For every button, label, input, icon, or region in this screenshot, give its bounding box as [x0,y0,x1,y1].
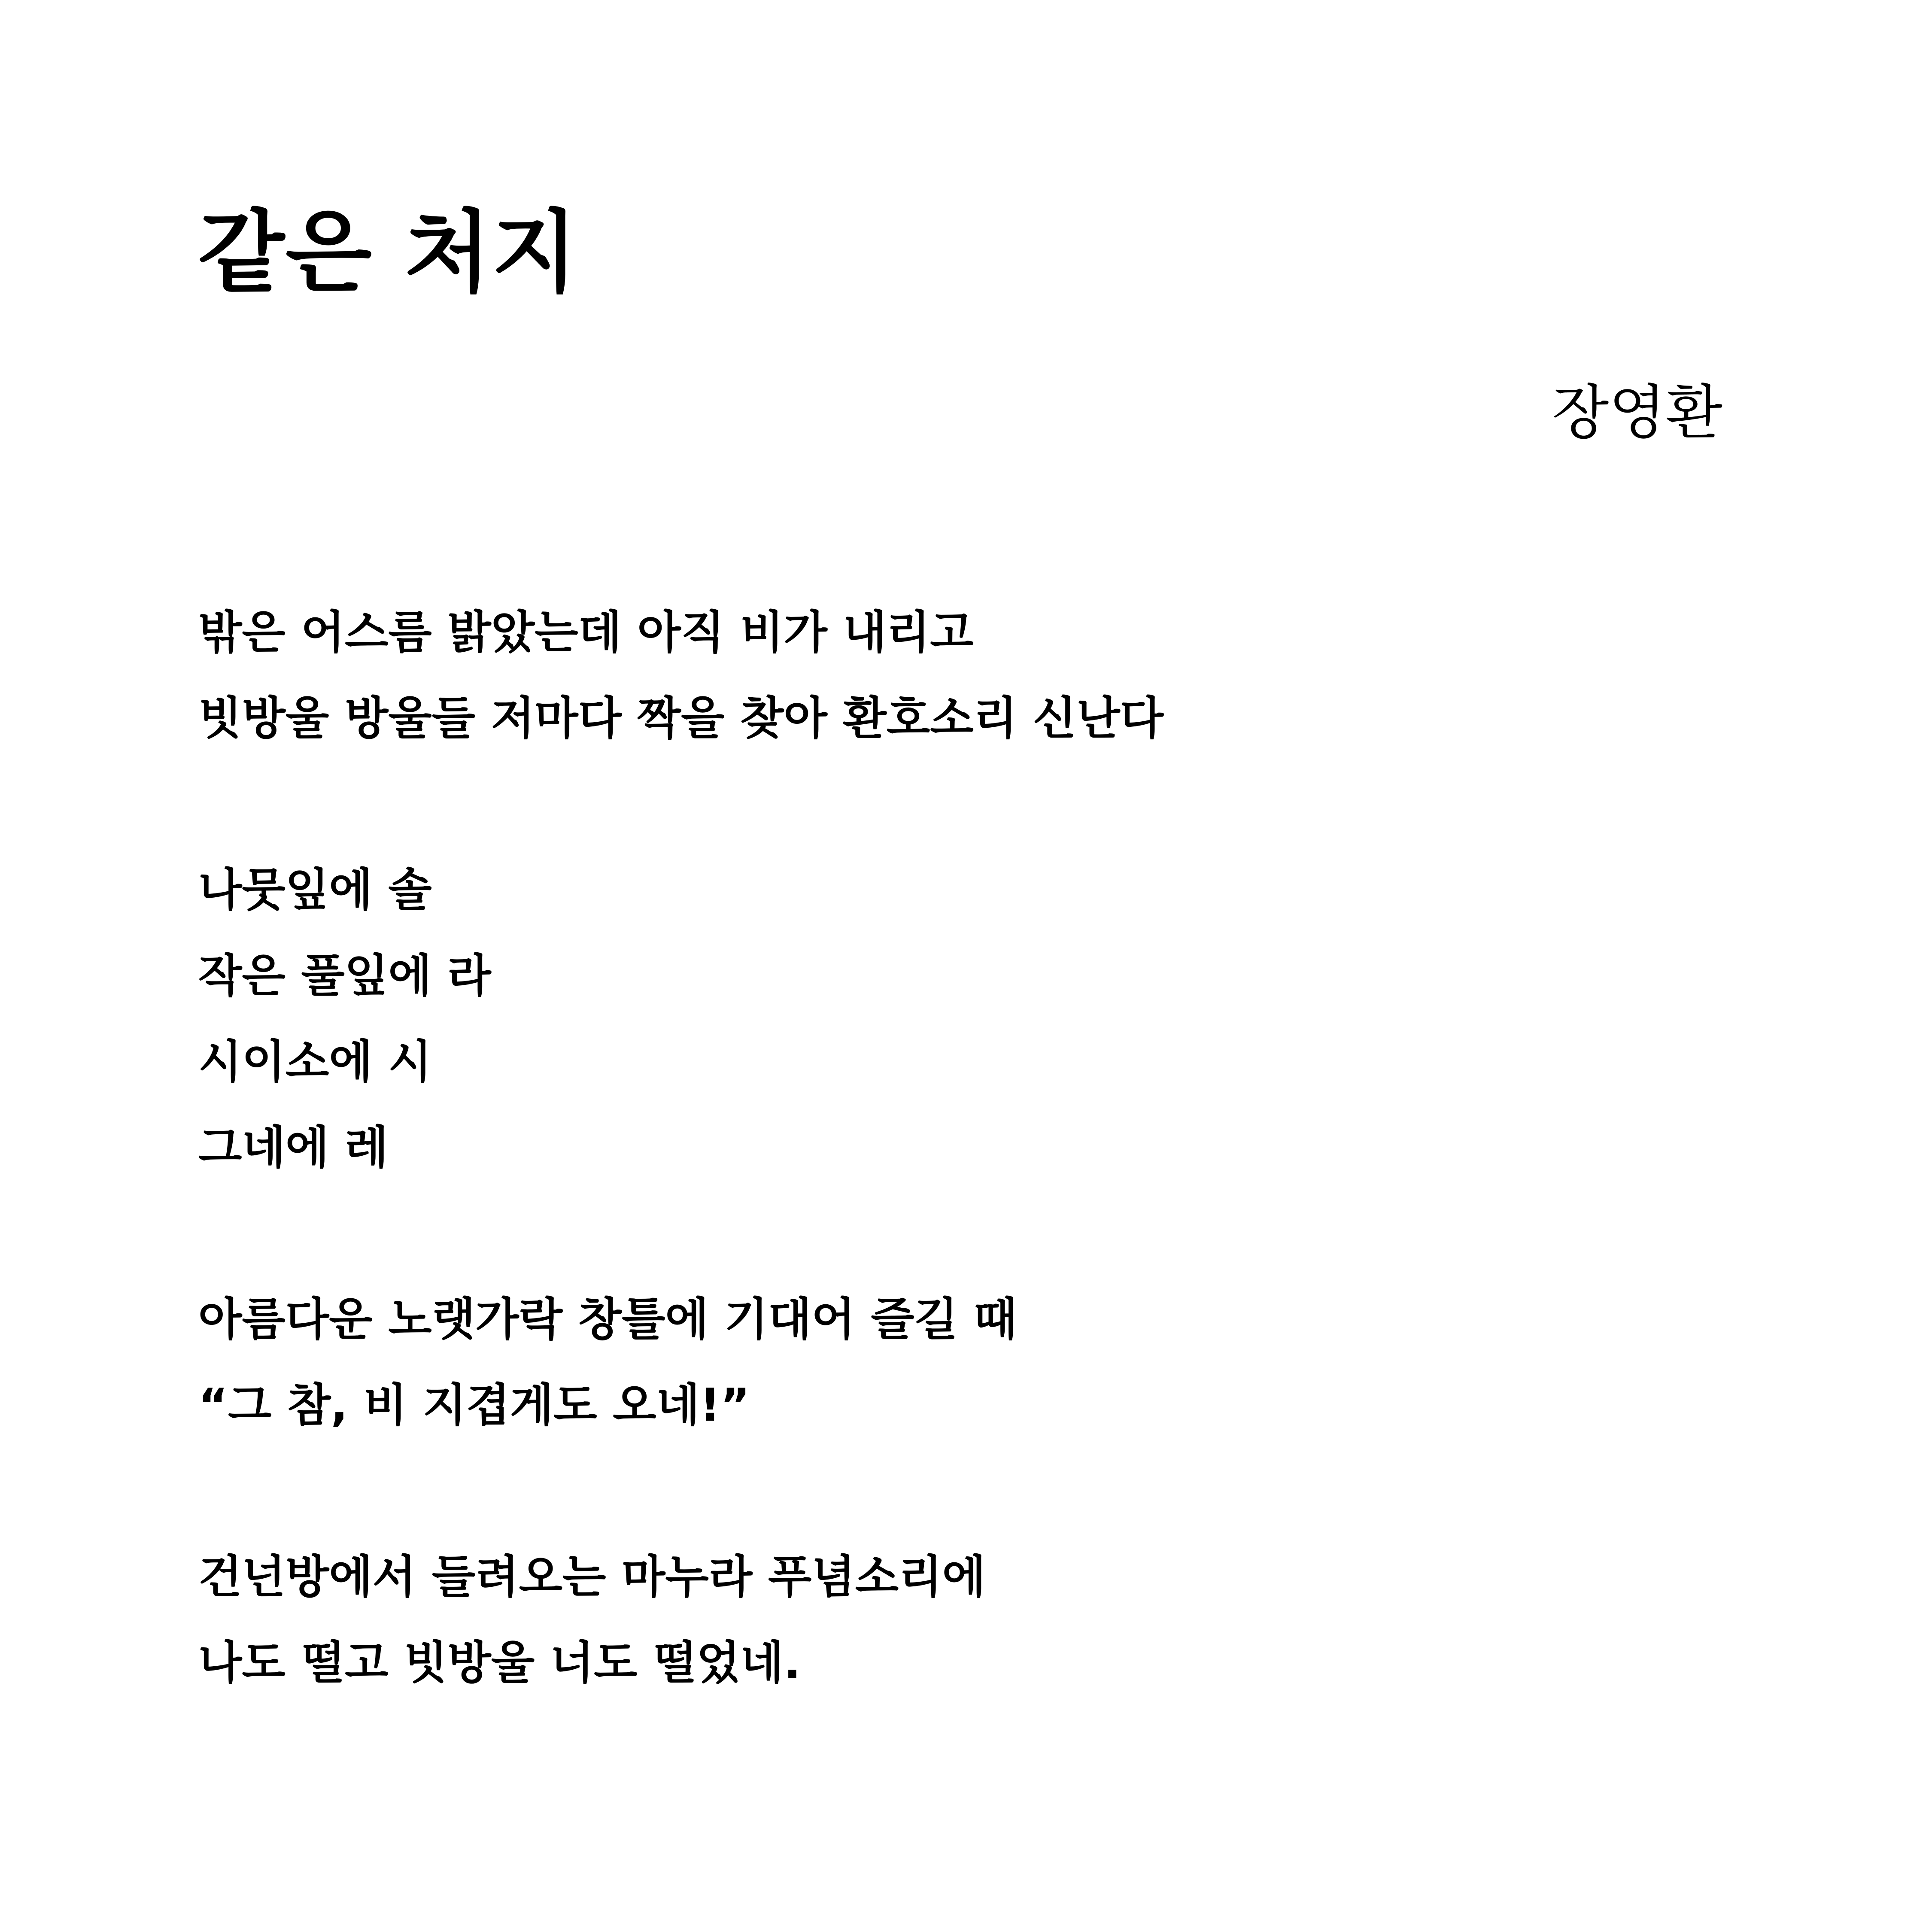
poem-line: 빗방울 방울들 저마다 짝을 찾아 환호소리 신난다 [198,692,1163,744]
poem-title: 같은 처지 [198,201,579,305]
poem-line: 밖은 어스름 밝았는데 아직 비가 내리고 [198,606,974,659]
poem-line: 시이소에 시 [198,1036,432,1088]
poem-line: 나뭇잎에 솔 [198,864,432,916]
poem-line: 작은 풀잎에 라 [198,950,491,1002]
poem-author: 장영환 [1552,379,1723,447]
poem-line: 아름다운 노랫가락 창틀에 기대어 즐길 때 [198,1293,1018,1346]
poem-line: 건넌방에서 들려오는 마누라 푸념소리에 [198,1551,986,1603]
poem-line: “그 참, 비 지겹게도 오네!” [198,1379,750,1431]
poem-line: 그네에 레 [198,1121,389,1174]
poem-line: 나도 떨고 빗방울 너도 떨었네. [198,1637,801,1689]
